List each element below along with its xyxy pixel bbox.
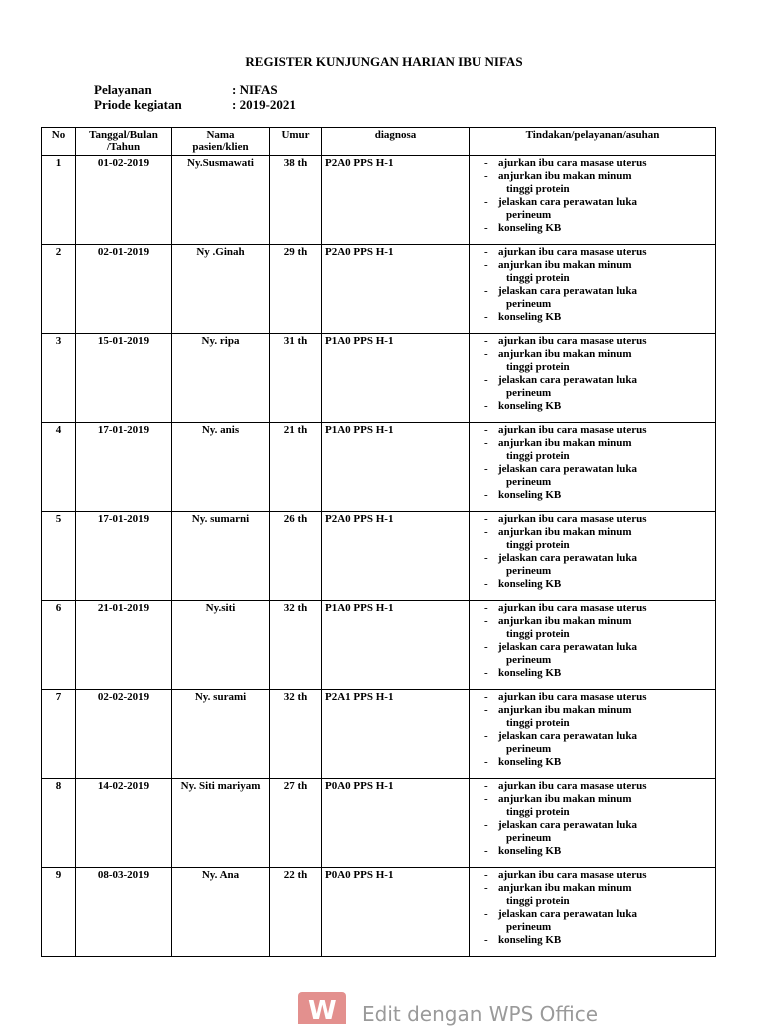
action-item: - jelaskan cara perawatan luka perineum — [498, 374, 712, 400]
diagnosis: P0A0 PPS H-1 — [322, 868, 470, 957]
actions-list — [473, 602, 712, 680]
action-item: - anjurkan ibu makan minum tinggi protein — [498, 259, 712, 285]
patient-name: Ny. anis — [172, 423, 270, 512]
table-header-row — [42, 128, 716, 156]
patient-age: 38 th — [270, 156, 322, 245]
row-number: 4 — [42, 423, 76, 512]
period-value: : 2019-2021 — [232, 97, 296, 112]
action-item: - jelaskan cara perawatan luka perineum — [498, 463, 712, 489]
row-number: 2 — [42, 245, 76, 334]
header-name: Nama pasien/klien — [172, 128, 270, 156]
patient-name: Ny.siti — [172, 601, 270, 690]
row-number: 9 — [42, 868, 76, 957]
row-number: 3 — [42, 334, 76, 423]
visit-date: 02-01-2019 — [76, 245, 172, 334]
patient-age: 26 th — [270, 512, 322, 601]
table-row — [42, 423, 716, 512]
diagnosis: P1A0 PPS H-1 — [322, 601, 470, 690]
action-item: - ajurkan ibu cara masase uterus — [498, 513, 712, 526]
action-item: - konseling KB — [498, 400, 712, 413]
patient-name: Ny. ripa — [172, 334, 270, 423]
actions-cell — [470, 512, 716, 601]
table-row — [42, 601, 716, 690]
action-item: - ajurkan ibu cara masase uterus — [498, 246, 712, 259]
table-row — [42, 868, 716, 957]
action-item: - jelaskan cara perawatan luka perineum — [498, 819, 712, 845]
action-item: - ajurkan ibu cara masase uterus — [498, 602, 712, 615]
actions-list — [473, 691, 712, 769]
patient-age: 22 th — [270, 868, 322, 957]
action-item: - anjurkan ibu makan minum tinggi protein — [498, 882, 712, 908]
action-item: - jelaskan cara perawatan luka perineum — [498, 730, 712, 756]
diagnosis: P0A0 PPS H-1 — [322, 779, 470, 868]
wps-logo-icon: W — [298, 992, 346, 1024]
action-item: - jelaskan cara perawatan luka perineum — [498, 552, 712, 578]
watermark-text: Edit dengan WPS Office — [362, 1002, 599, 1026]
actions-cell — [470, 334, 716, 423]
actions-cell — [470, 245, 716, 334]
action-item: - konseling KB — [498, 845, 712, 858]
document-title: REGISTER KUNJUNGAN HARIAN IBU NIFAS — [245, 54, 523, 69]
actions-list — [473, 335, 712, 413]
table-row — [42, 690, 716, 779]
patient-age: 27 th — [270, 779, 322, 868]
diagnosis: P1A0 PPS H-1 — [322, 423, 470, 512]
action-item: - konseling KB — [498, 667, 712, 680]
diagnosis: P2A0 PPS H-1 — [322, 156, 470, 245]
action-item: - anjurkan ibu makan minum tinggi protein — [498, 348, 712, 374]
action-item: - anjurkan ibu makan minum tinggi protein — [498, 170, 712, 196]
visit-date: 17-01-2019 — [76, 512, 172, 601]
header-diagnosis: diagnosa — [322, 128, 470, 156]
wps-watermark — [298, 992, 618, 1024]
header-date: Tanggal/Bulan /Tahun — [76, 128, 172, 156]
action-item: - konseling KB — [498, 934, 712, 947]
action-item: - jelaskan cara perawatan luka perineum — [498, 196, 712, 222]
action-item: - anjurkan ibu makan minum tinggi protein — [498, 615, 712, 641]
patient-name: Ny .Ginah — [172, 245, 270, 334]
action-item: - konseling KB — [498, 489, 712, 502]
action-item: - ajurkan ibu cara masase uterus — [498, 691, 712, 704]
action-item: - jelaskan cara perawatan luka perineum — [498, 285, 712, 311]
visit-date: 21-01-2019 — [76, 601, 172, 690]
action-item: - ajurkan ibu cara masase uterus — [498, 424, 712, 437]
action-item: - jelaskan cara perawatan luka perineum — [498, 908, 712, 934]
diagnosis: P2A0 PPS H-1 — [322, 245, 470, 334]
table-row — [42, 779, 716, 868]
action-item: - anjurkan ibu makan minum tinggi protein — [498, 704, 712, 730]
register-table — [41, 127, 716, 957]
visit-date: 01-02-2019 — [76, 156, 172, 245]
action-item: - konseling KB — [498, 311, 712, 324]
action-item: - ajurkan ibu cara masase uterus — [498, 780, 712, 793]
service-line — [94, 82, 278, 98]
patient-name: Ny. surami — [172, 690, 270, 779]
row-number: 5 — [42, 512, 76, 601]
diagnosis: P1A0 PPS H-1 — [322, 334, 470, 423]
row-number: 8 — [42, 779, 76, 868]
actions-list — [473, 513, 712, 591]
header-actions: Tindakan/pelayanan/asuhan — [470, 128, 716, 156]
header-age: Umur — [270, 128, 322, 156]
action-item: - anjurkan ibu makan minum tinggi protein — [498, 437, 712, 463]
patient-age: 29 th — [270, 245, 322, 334]
actions-cell — [470, 779, 716, 868]
patient-age: 32 th — [270, 601, 322, 690]
row-number: 1 — [42, 156, 76, 245]
diagnosis: P2A0 PPS H-1 — [322, 512, 470, 601]
service-value: : NIFAS — [232, 82, 278, 97]
row-number: 7 — [42, 690, 76, 779]
actions-cell — [470, 156, 716, 245]
visit-date: 17-01-2019 — [76, 423, 172, 512]
table-row — [42, 156, 716, 245]
table-row — [42, 245, 716, 334]
actions-cell — [470, 423, 716, 512]
actions-list — [473, 780, 712, 858]
period-line — [94, 97, 296, 113]
patient-age: 21 th — [270, 423, 322, 512]
patient-age: 32 th — [270, 690, 322, 779]
visit-date: 15-01-2019 — [76, 334, 172, 423]
action-item: - konseling KB — [498, 756, 712, 769]
action-item: - ajurkan ibu cara masase uterus — [498, 869, 712, 882]
action-item: - konseling KB — [498, 222, 712, 235]
diagnosis: P2A1 PPS H-1 — [322, 690, 470, 779]
patient-name: Ny.Susmawati — [172, 156, 270, 245]
row-number: 6 — [42, 601, 76, 690]
period-label: Priode kegiatan — [94, 97, 182, 112]
action-item: - ajurkan ibu cara masase uterus — [498, 335, 712, 348]
table-row — [42, 334, 716, 423]
visit-date: 02-02-2019 — [76, 690, 172, 779]
actions-cell — [470, 690, 716, 779]
patient-name: Ny. Ana — [172, 868, 270, 957]
actions-cell — [470, 601, 716, 690]
action-item: - anjurkan ibu makan minum tinggi protein — [498, 793, 712, 819]
patient-age: 31 th — [270, 334, 322, 423]
action-item: - konseling KB — [498, 578, 712, 591]
action-item: - ajurkan ibu cara masase uterus — [498, 157, 712, 170]
action-item: - anjurkan ibu makan minum tinggi protein — [498, 526, 712, 552]
header-no: No — [42, 128, 76, 156]
actions-list — [473, 869, 712, 947]
table-row — [42, 512, 716, 601]
patient-name: Ny. sumarni — [172, 512, 270, 601]
action-item: - jelaskan cara perawatan luka perineum — [498, 641, 712, 667]
patient-name: Ny. Siti mariyam — [172, 779, 270, 868]
visit-date: 14-02-2019 — [76, 779, 172, 868]
service-label: Pelayanan — [94, 82, 152, 97]
actions-cell — [470, 868, 716, 957]
actions-list — [473, 157, 712, 235]
visit-date: 08-03-2019 — [76, 868, 172, 957]
actions-list — [473, 246, 712, 324]
actions-list — [473, 424, 712, 502]
